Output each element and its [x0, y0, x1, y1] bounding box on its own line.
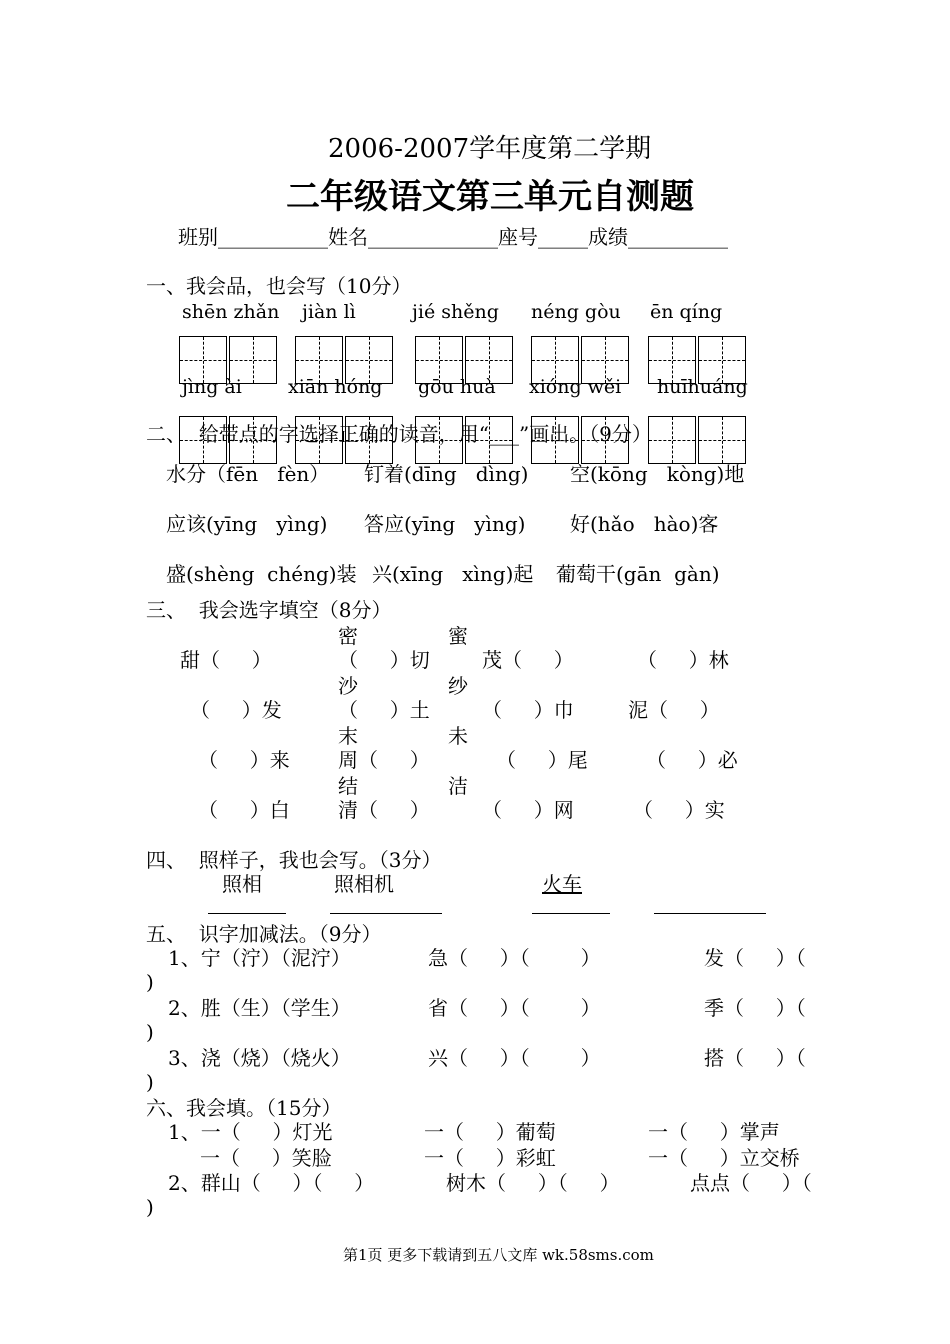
fill-item: （ ）白: [198, 798, 290, 822]
calc-item: 省（ ）（ ）: [428, 996, 601, 1020]
calc-item: 兴（ ）（ ）: [428, 1046, 601, 1070]
pinyin-2-2: xiān hóng: [288, 376, 383, 398]
pinyin-2-3: gōu huà: [418, 376, 496, 398]
pinyin-2-4: xióng wěi: [529, 376, 622, 398]
section2-heading: 二、 给带点的字选择正确的读音，用“___”画出。（9分）: [146, 422, 652, 446]
pinyin-2-5: huīhuáng: [657, 376, 748, 398]
choice-char: 结: [338, 774, 358, 798]
calc-item: 急（ ）（ ）: [428, 946, 601, 970]
reduplication-item: 2、群山（ ）（ ）: [168, 1171, 375, 1195]
section3-heading: 三、 我会选字填空（8分）: [146, 598, 392, 622]
fill-item: （ ）土: [338, 698, 430, 722]
fill-item: （ ）发: [190, 698, 282, 722]
choice-char: 纱: [448, 674, 468, 698]
fill-item: （ ）切: [338, 648, 430, 672]
pron-item: 兴(xīng xìng)起: [372, 562, 534, 586]
example-word: 火车: [542, 872, 582, 896]
pron-item: 好(hǎo hào)客: [570, 512, 719, 536]
answer-line[interactable]: [330, 913, 442, 914]
student-info-line: 班别___________姓名_____________座号_____成绩__________: [178, 225, 728, 249]
calc-item-tail: ): [146, 1020, 154, 1044]
page-title: 二年级语文第三单元自测题: [286, 177, 694, 217]
fill-item: （ ）来: [198, 748, 290, 772]
section1-heading: 一、我会品，也会写（10分）: [146, 274, 412, 298]
measure-item: 一（ ）笑脸: [200, 1146, 332, 1170]
measure-item: 一（ ）彩虹: [424, 1146, 556, 1170]
pron-item: 空(kōng kòng)地: [570, 462, 745, 486]
fill-item: （ ）巾: [482, 698, 574, 722]
calc-item: 搭（ ）（: [704, 1046, 806, 1070]
pron-item: 盛(shèng chéng)装: [166, 562, 357, 586]
fill-item: 茂（ ）: [482, 648, 574, 672]
pinyin-1-4: néng gòu: [531, 301, 621, 323]
pron-item: 葡萄干(gān gàn): [556, 562, 720, 586]
answer-line[interactable]: [654, 913, 766, 914]
choice-char: 密: [338, 624, 358, 648]
pinyin-1-5: ēn qíng: [650, 301, 723, 323]
section5-heading: 五、 识字加减法。（9分）: [146, 922, 382, 946]
reduplication-item: 点点（ ）（: [690, 1171, 812, 1195]
fill-item: （ ）必: [646, 748, 738, 772]
choice-char: 蜜: [448, 624, 468, 648]
choice-char: 沙: [338, 674, 358, 698]
choice-char: 末: [338, 724, 358, 748]
calc-example: 3、浇（烧）（烧火）: [168, 1046, 351, 1070]
measure-item: 一（ ）掌声: [648, 1120, 780, 1144]
section6-heading: 六、我会填。（15分）: [146, 1096, 342, 1120]
page-footer: 第1页 更多下载请到五八文库 wk.58sms.com: [343, 1246, 654, 1264]
answer-line[interactable]: [208, 913, 286, 914]
year-line: 2006-2007学年度第二学期: [328, 134, 652, 164]
example-word: 照相机: [334, 872, 394, 896]
calc-item: 发（ ）（: [704, 946, 806, 970]
reduplication-tail: ): [146, 1195, 154, 1219]
fill-item: 清（ ）: [338, 798, 430, 822]
calc-example: 1、宁（泞）（泥泞）: [168, 946, 351, 970]
section4-heading: 四、 照样子，我也会写。（3分）: [146, 848, 442, 872]
fill-item: 泥（ ）: [628, 698, 720, 722]
fill-item: 甜（ ）: [180, 648, 272, 672]
fill-item: （ ）尾: [496, 748, 588, 772]
calc-item-tail: ): [146, 1070, 154, 1094]
calc-example: 2、胜（生）（学生）: [168, 996, 351, 1020]
calc-item: 季（ ）（: [704, 996, 806, 1020]
writing-grid[interactable]: [648, 416, 748, 464]
fill-item: （ ）实: [633, 798, 725, 822]
pinyin-1-3: jié shěng: [412, 301, 499, 323]
answer-line[interactable]: [532, 913, 610, 914]
measure-item: 1、一（ ）灯光: [168, 1120, 333, 1144]
fill-item: 周（ ）: [338, 748, 430, 772]
example-word: 照相: [222, 872, 262, 896]
measure-item: 一（ ）立交桥: [648, 1146, 800, 1170]
pron-item: 应该(yīng yìng): [166, 512, 328, 536]
pinyin-1-2: jiàn lì: [302, 301, 356, 323]
pron-item: 水分（fēn fèn）: [166, 462, 330, 486]
pron-item: 答应(yīng yìng): [364, 512, 526, 536]
fill-item: （ ）林: [637, 648, 729, 672]
choice-char: 洁: [448, 774, 468, 798]
reduplication-item: 树木（ ）（ ）: [446, 1171, 620, 1195]
pinyin-2-1: jìng ài: [182, 376, 242, 398]
pinyin-1-1: shēn zhǎn: [182, 301, 280, 323]
choice-char: 未: [448, 724, 468, 748]
measure-item: 一（ ）葡萄: [424, 1120, 556, 1144]
calc-item-tail: ): [146, 970, 154, 994]
pron-item: 钉着(dīng dìng): [364, 462, 529, 486]
fill-item: （ ）网: [482, 798, 574, 822]
